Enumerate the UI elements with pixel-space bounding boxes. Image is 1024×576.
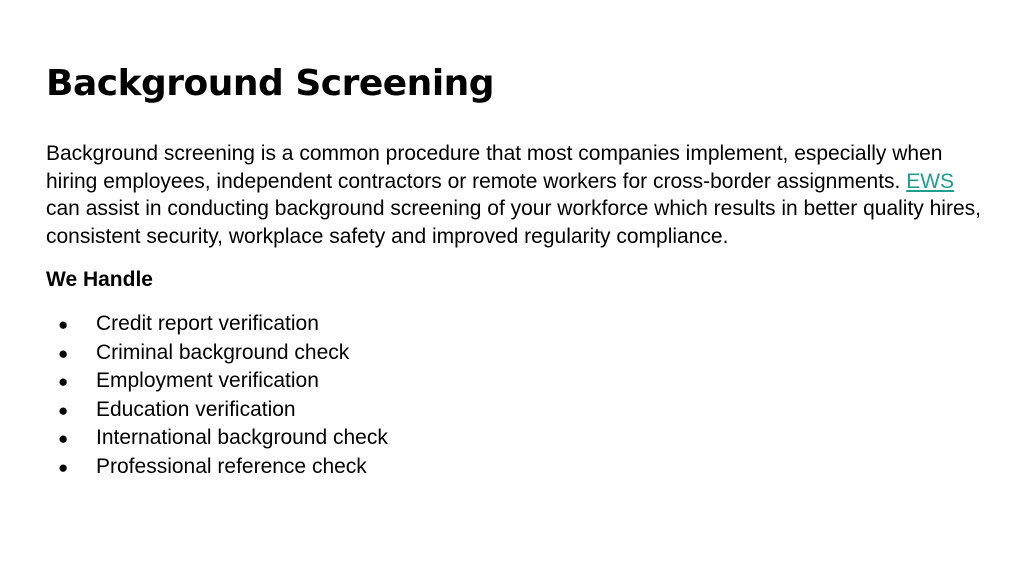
bullet-icon: ● [58,315,69,334]
slide-body [46,140,986,481]
bullet-icon: ● [58,343,69,363]
bullet-icon: ● [58,429,69,448]
list-item [46,424,986,453]
we-handle-heading: We Handle [46,268,153,291]
list-item-label: International background check [96,426,388,449]
list-item [46,396,986,425]
bullet-icon: ● [58,457,69,477]
list-item-label: Education verification [96,397,296,421]
list-item-label: Credit report verification [96,312,319,335]
intro-text-before-link: Background screening is a common procedure that most companies implement, especially when hiring employees, independent contractors or remote workers for cross-border assignments. [46,142,943,193]
services-list [46,310,986,481]
list-item [46,367,986,396]
list-item [46,453,986,482]
ews-link[interactable]: EWS [906,169,955,193]
list-item [46,310,986,339]
intro-text-after-link: can assist in conducting background screening of your workforce which results in better quality hires, consistent security, workplace safety and improved regularity compliance. [46,197,981,248]
list-item-label: Employment verification [96,369,319,392]
bullet-icon: ● [58,372,69,391]
list-item-label: Criminal background check [96,340,350,364]
bullet-icon: ● [58,400,69,420]
page-title: Background Screening [46,63,495,104]
list-item [46,339,986,368]
intro-paragraph [46,140,986,250]
list-item-label: Professional reference check [96,454,367,478]
